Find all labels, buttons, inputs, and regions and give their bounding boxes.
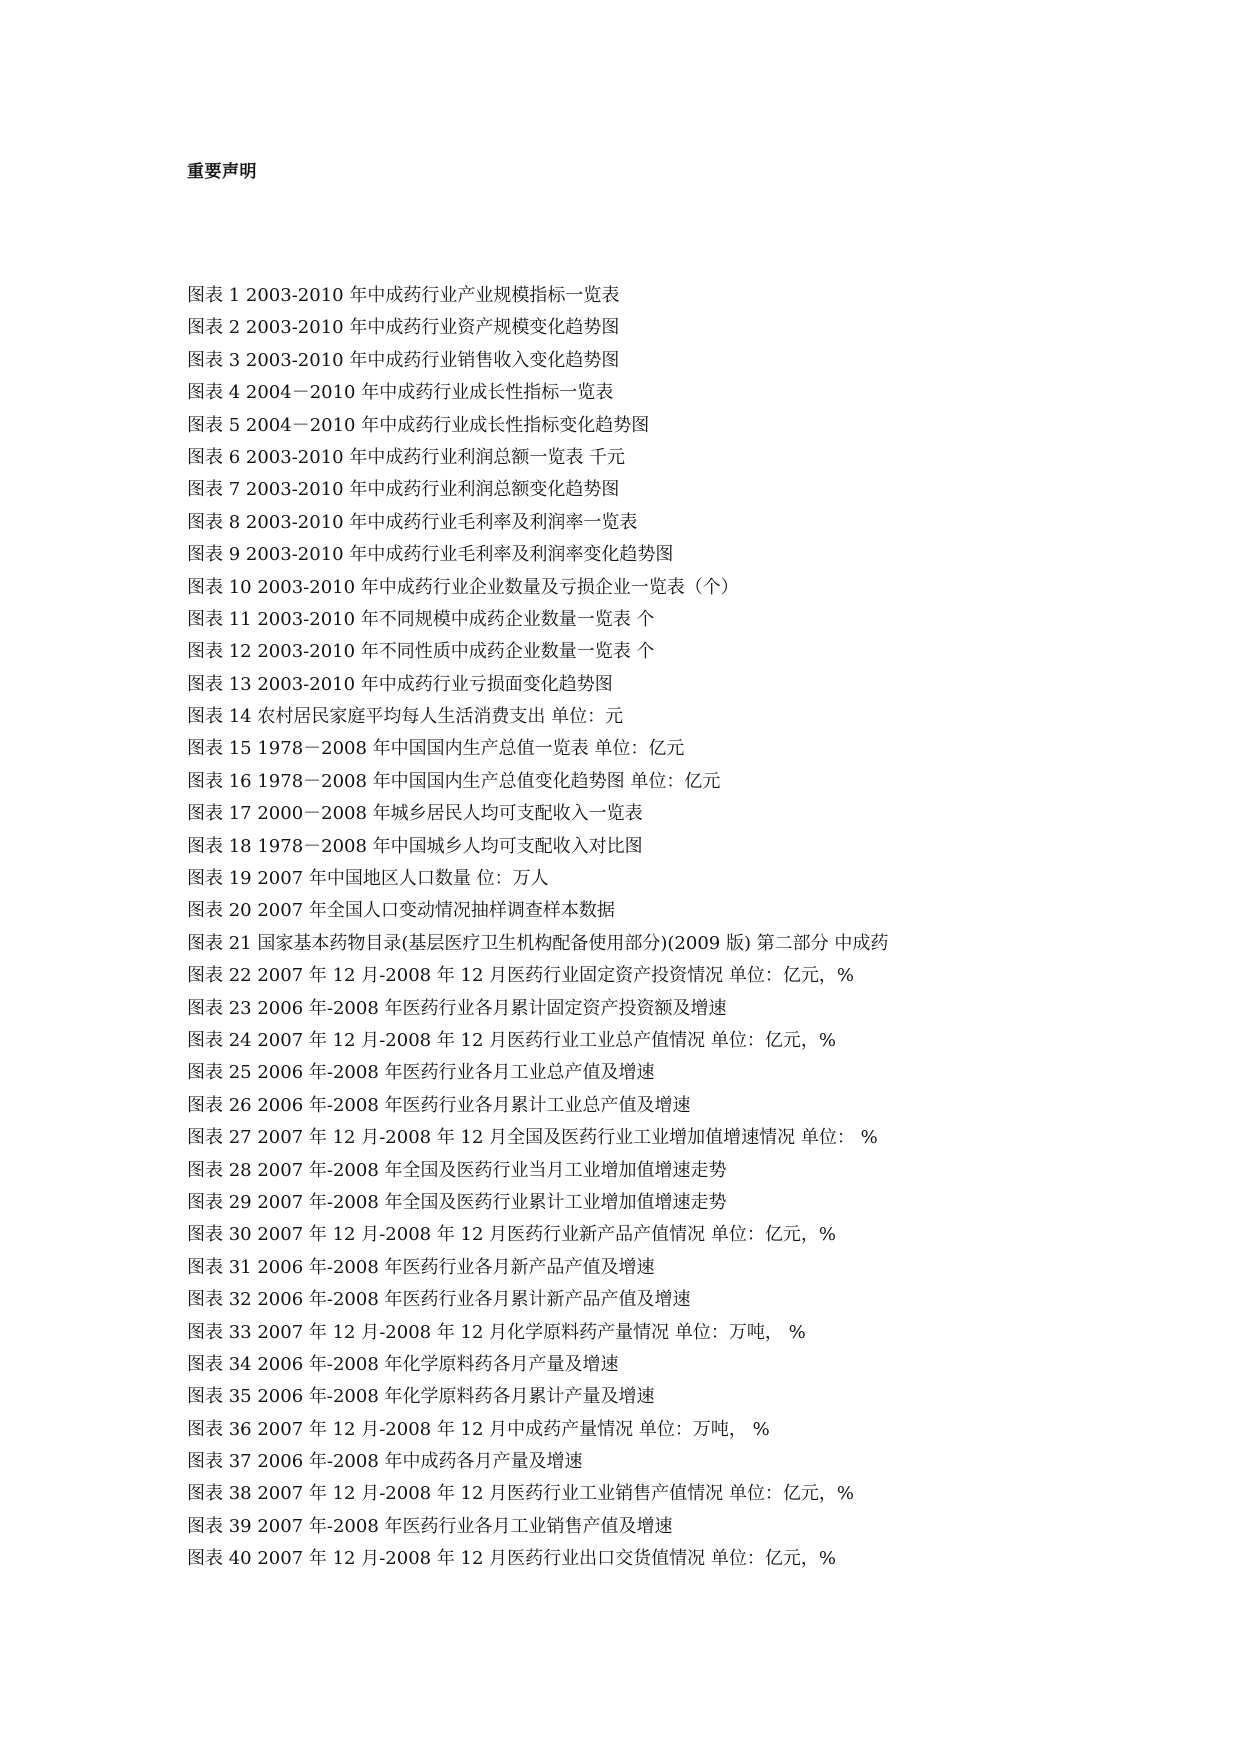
list-item: 图表 11 2003-2010 年不同规模中成药企业数量一览表 个 [187, 608, 655, 630]
list-item: 图表 18 1978－2008 年中国城乡人均可支配收入对比图 [187, 835, 643, 857]
list-item: 图表 26 2006 年-2008 年医药行业各月累计工业总产值及增速 [187, 1094, 691, 1116]
list-item: 图表 2 2003-2010 年中成药行业资产规模变化趋势图 [187, 317, 620, 339]
list-item: 图表 38 2007 年 12 月-2008 年 12 月医药行业工业销售产值情况 单位：亿元，% [187, 1483, 855, 1505]
list-item: 图表 23 2006 年-2008 年医药行业各月累计固定资产投资额及增速 [187, 997, 727, 1019]
list-item: 图表 36 2007 年 12 月-2008 年 12 月中成药产量情况 单位：万吨， % [187, 1418, 770, 1440]
list-item: 图表 28 2007 年-2008 年全国及医药行业当月工业增加值增速走势 [187, 1159, 727, 1181]
list-item: 图表 20 2007 年全国人口变动情况抽样调查样本数据 [187, 900, 615, 922]
list-item: 图表 25 2006 年-2008 年医药行业各月工业总产值及增速 [187, 1062, 655, 1084]
list-item: 图表 40 2007 年 12 月-2008 年 12 月医药行业出口交货值情况 单位：亿元，% [187, 1548, 837, 1570]
list-item: 图表 39 2007 年-2008 年医药行业各月工业销售产值及增速 [187, 1515, 673, 1537]
list-item: 图表 7 2003-2010 年中成药行业利润总额变化趋势图 [187, 479, 620, 501]
list-item: 图表 33 2007 年 12 月-2008 年 12 月化学原料药产量情况 单位：万吨， % [187, 1321, 806, 1343]
list-item: 图表 8 2003-2010 年中成药行业毛利率及利润率一览表 [187, 511, 638, 533]
list-item: 图表 34 2006 年-2008 年化学原料药各月产量及增速 [187, 1353, 619, 1375]
list-item: 图表 3 2003-2010 年中成药行业销售收入变化趋势图 [187, 349, 620, 371]
list-item: 图表 6 2003-2010 年中成药行业利润总额一览表 千元 [187, 446, 626, 468]
list-item: 图表 29 2007 年-2008 年全国及医药行业累计工业增加值增速走势 [187, 1191, 727, 1213]
list-item: 图表 5 2004－2010 年中成药行业成长性指标变化趋势图 [187, 414, 650, 436]
list-item: 图表 22 2007 年 12 月-2008 年 12 月医药行业固定资产投资情况 单位：亿元，% [187, 965, 855, 987]
list-item: 图表 21 国家基本药物目录(基层医疗卫生机构配备使用部分)(2009 版) 第二部分 中成药 [187, 932, 889, 954]
list-item: 图表 4 2004－2010 年中成药行业成长性指标一览表 [187, 382, 614, 404]
list-item: 图表 37 2006 年-2008 年中成药各月产量及增速 [187, 1451, 583, 1473]
list-item: 图表 35 2006 年-2008 年化学原料药各月累计产量及增速 [187, 1386, 655, 1408]
list-item: 图表 24 2007 年 12 月-2008 年 12 月医药行业工业总产值情况 单位：亿元，% [187, 1029, 837, 1051]
list-item: 图表 9 2003-2010 年中成药行业毛利率及利润率变化趋势图 [187, 544, 674, 566]
list-item: 图表 17 2000－2008 年城乡居民人均可支配收入一览表 [187, 803, 643, 825]
section-heading: 重要声明 [187, 162, 257, 182]
list-item: 图表 31 2006 年-2008 年医药行业各月新产品产值及增速 [187, 1256, 655, 1278]
list-item: 图表 19 2007 年中国地区人口数量 位：万人 [187, 868, 549, 890]
list-item: 图表 1 2003-2010 年中成药行业产业规模指标一览表 [187, 285, 620, 306]
list-item: 图表 13 2003-2010 年中成药行业亏损面变化趋势图 [187, 673, 613, 695]
list-item: 图表 14 农村居民家庭平均每人生活消费支出 单位：元 [187, 706, 624, 728]
list-item: 图表 30 2007 年 12 月-2008 年 12 月医药行业新产品产值情况 单位：亿元，% [187, 1224, 837, 1246]
list-item: 图表 12 2003-2010 年不同性质中成药企业数量一览表 个 [187, 641, 655, 663]
figure-list [187, 284, 1167, 1580]
list-item: 图表 32 2006 年-2008 年医药行业各月累计新产品产值及增速 [187, 1289, 691, 1311]
list-item: 图表 16 1978－2008 年中国国内生产总值变化趋势图 单位：亿元 [187, 770, 721, 792]
list-item: 图表 15 1978－2008 年中国国内生产总值一览表 单位：亿元 [187, 738, 685, 760]
list-item: 图表 27 2007 年 12 月-2008 年 12 月全国及医药行业工业增加值增速情况 单位： % [187, 1127, 878, 1149]
list-item: 图表 10 2003-2010 年中成药行业企业数量及亏损企业一览表（个） [187, 576, 739, 598]
